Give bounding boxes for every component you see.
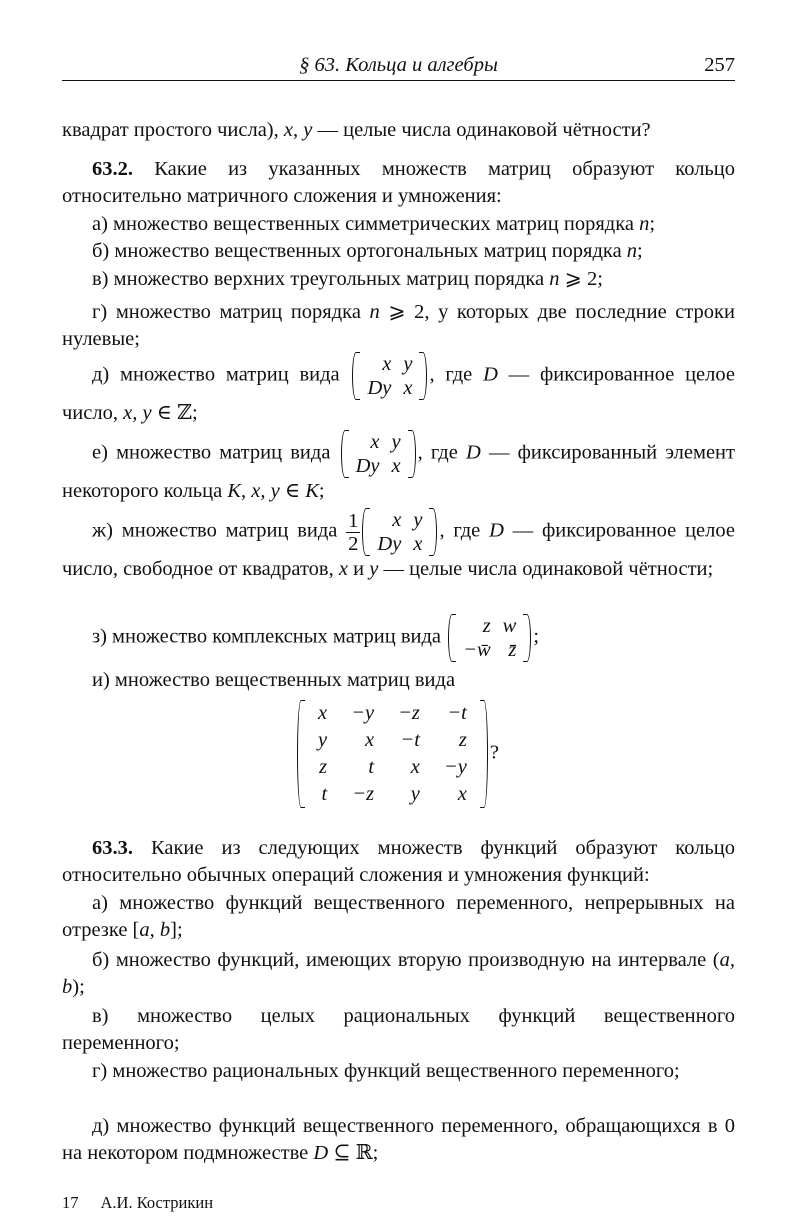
matrix-cell: z	[319, 756, 328, 778]
item-d	[62, 1113, 735, 1167]
problem-number: 63.2.	[92, 158, 133, 180]
text: ⊆ ℝ;	[328, 1142, 379, 1164]
matrix-cell: −y	[351, 702, 375, 724]
math-var: n	[639, 213, 650, 235]
math-var: x	[338, 558, 348, 580]
matrix-cell: −y	[443, 756, 467, 778]
math-var: a, b	[62, 949, 735, 998]
text: г) множество матриц порядка	[92, 301, 370, 323]
text: , где	[429, 363, 484, 386]
text: ;	[637, 240, 643, 262]
numerator: 1	[348, 509, 359, 532]
item-a	[62, 890, 735, 944]
author: А.И. Кострикин	[100, 1193, 214, 1212]
text: ∈	[279, 480, 306, 502]
matrix-cell: x	[382, 353, 392, 375]
text: Какие из следующих множеств функций образуют кольцо относительно обычных операций сложения и умножения функций:	[62, 837, 735, 886]
text: и	[347, 558, 370, 580]
matrix	[352, 352, 427, 400]
text: , где	[439, 519, 490, 542]
fraction	[346, 510, 360, 555]
denominator: 2	[348, 532, 359, 555]
text: ⩾ 2, у которых две последние строки нулевые;	[62, 301, 735, 350]
problem-63-2	[62, 156, 735, 210]
matrix-row	[306, 781, 479, 808]
text: — фиксированный элемент некоторого кольца	[62, 441, 735, 502]
matrix-cell: −z	[398, 702, 420, 724]
text: г) множество рациональных функций вещественного переменного;	[92, 1060, 680, 1082]
matrix-cell: x	[364, 729, 375, 751]
text: а) множество вещественных симметрических матриц порядка	[92, 213, 640, 235]
matrix-row	[371, 508, 428, 532]
matrix-cell: y	[413, 509, 423, 531]
footer	[62, 1193, 235, 1213]
matrix-cell: x	[413, 533, 423, 555]
math-var: a, b	[139, 919, 171, 941]
matrix-row	[457, 614, 522, 638]
text: — фиксированное целое число,	[62, 363, 735, 424]
matrix-cell: z̄	[508, 639, 517, 661]
matrix-cell: z	[458, 729, 467, 751]
item-b	[62, 238, 735, 265]
math-var: D	[489, 519, 504, 542]
header-title: § 63. Кольца и алгебры	[299, 54, 498, 76]
item-g	[62, 299, 735, 353]
text: );	[72, 976, 85, 998]
text: Какие из указанных множеств матриц образуют кольцо относительно матричного сложения и умножения:	[62, 158, 735, 207]
matrix-row	[350, 430, 407, 454]
matrix-row	[306, 754, 479, 781]
text: — фиксированное целое число, свободное от квадратов,	[62, 519, 735, 580]
matrix-cell: Dy	[367, 377, 392, 399]
matrix	[341, 430, 416, 478]
matrix-row	[371, 532, 428, 556]
math-var: y	[369, 558, 379, 580]
item-g	[62, 1058, 735, 1085]
math-var: K	[227, 480, 242, 502]
item-v	[62, 1003, 735, 1057]
math-var: K	[305, 480, 319, 502]
matrix-cell: y	[403, 353, 413, 375]
matrix-row	[361, 376, 418, 400]
math-var: n	[626, 240, 638, 262]
matrix-row	[350, 454, 407, 478]
big-matrix-block	[0, 700, 794, 808]
paragraph	[62, 117, 735, 144]
text: з) множество комплексных матриц вида	[92, 625, 447, 648]
text: квадрат простого числа),	[62, 119, 284, 141]
matrix-cell: y	[410, 783, 420, 805]
math-var: n	[369, 301, 380, 323]
item-i	[62, 667, 735, 694]
math-var: D	[483, 363, 498, 386]
matrix	[362, 508, 437, 556]
item-b	[62, 947, 735, 1001]
text: и) множество вещественных матриц вида	[92, 669, 456, 691]
math-var: x	[283, 119, 293, 141]
matrix-row	[457, 638, 522, 662]
matrix-cell: x	[403, 377, 413, 399]
matrix-cell: x	[370, 431, 380, 453]
text: в) множество верхних треугольных матриц порядка	[92, 268, 550, 290]
matrix-cell: −t	[400, 729, 420, 751]
text: ж) множество матриц вида	[92, 519, 347, 542]
matrix-cell: y	[318, 729, 328, 751]
text: ;	[533, 625, 540, 648]
sheet-number: 17	[62, 1193, 79, 1212]
text: — целые числа одинаковой чётности;	[378, 558, 714, 580]
text: б) множество вещественных ортогональных матриц порядка	[92, 240, 627, 262]
text: д) множество функций вещественного переменного, обращающихся в 0 на некотором подмножестве	[62, 1115, 735, 1164]
matrix-cell: Dy	[355, 455, 380, 477]
math-var: x, y	[251, 480, 280, 502]
math-var: n	[549, 268, 560, 290]
matrix-cell: t	[321, 783, 328, 805]
matrix-cell: x	[457, 783, 467, 805]
text: б) множество функций, имеющих вторую производную на интервале (	[92, 949, 720, 971]
text: — целые числа одинаковой чётности?	[312, 119, 651, 141]
item-a	[62, 211, 735, 238]
matrix-4x4	[297, 700, 488, 808]
matrix-cell: w	[502, 615, 517, 637]
text: ⩾ 2;	[559, 268, 603, 290]
question-mark: ?	[489, 741, 499, 764]
text: д) множество матриц вида	[92, 363, 351, 386]
problem-63-3	[62, 835, 735, 889]
matrix-cell: −t	[447, 702, 467, 724]
matrix-cell: x	[391, 455, 401, 477]
text: ;	[649, 213, 656, 235]
running-header	[62, 54, 735, 81]
matrix-cell: −z	[352, 783, 375, 805]
matrix-cell: x	[392, 509, 402, 531]
matrix-cell: x	[318, 702, 328, 724]
matrix	[448, 614, 531, 662]
text: ∈ ℤ;	[151, 402, 198, 424]
math-var: x, y	[123, 402, 152, 424]
matrix-cell: t	[368, 756, 375, 778]
item-d	[62, 352, 735, 427]
text: ,	[241, 480, 252, 502]
matrix-cell: x	[410, 756, 420, 778]
item-z	[62, 614, 735, 662]
matrix-row	[306, 700, 479, 727]
math-var: D	[313, 1142, 329, 1164]
text: е) множество матриц вида	[92, 441, 339, 464]
item-v	[62, 266, 735, 293]
matrix-cell: z	[482, 615, 491, 637]
text: , где	[417, 441, 466, 464]
text: ;	[318, 480, 325, 502]
item-e	[62, 430, 735, 505]
text: ,	[293, 119, 304, 141]
text: ];	[170, 919, 183, 941]
text: в) множество целых рациональных функций вещественного переменного;	[62, 1005, 735, 1054]
matrix-row	[306, 727, 479, 754]
problem-number: 63.3.	[92, 837, 133, 859]
matrix-cell: −w̄	[463, 639, 491, 661]
math-var: D	[465, 441, 481, 464]
matrix-row	[361, 352, 418, 376]
matrix-cell: y	[391, 431, 401, 453]
text: а) множество функций вещественного переменного, непрерывных на отрезке [	[62, 892, 735, 941]
item-zh	[62, 508, 735, 583]
math-var: y	[303, 119, 313, 141]
page-number: 257	[704, 54, 735, 76]
matrix-cell: Dy	[377, 533, 402, 555]
